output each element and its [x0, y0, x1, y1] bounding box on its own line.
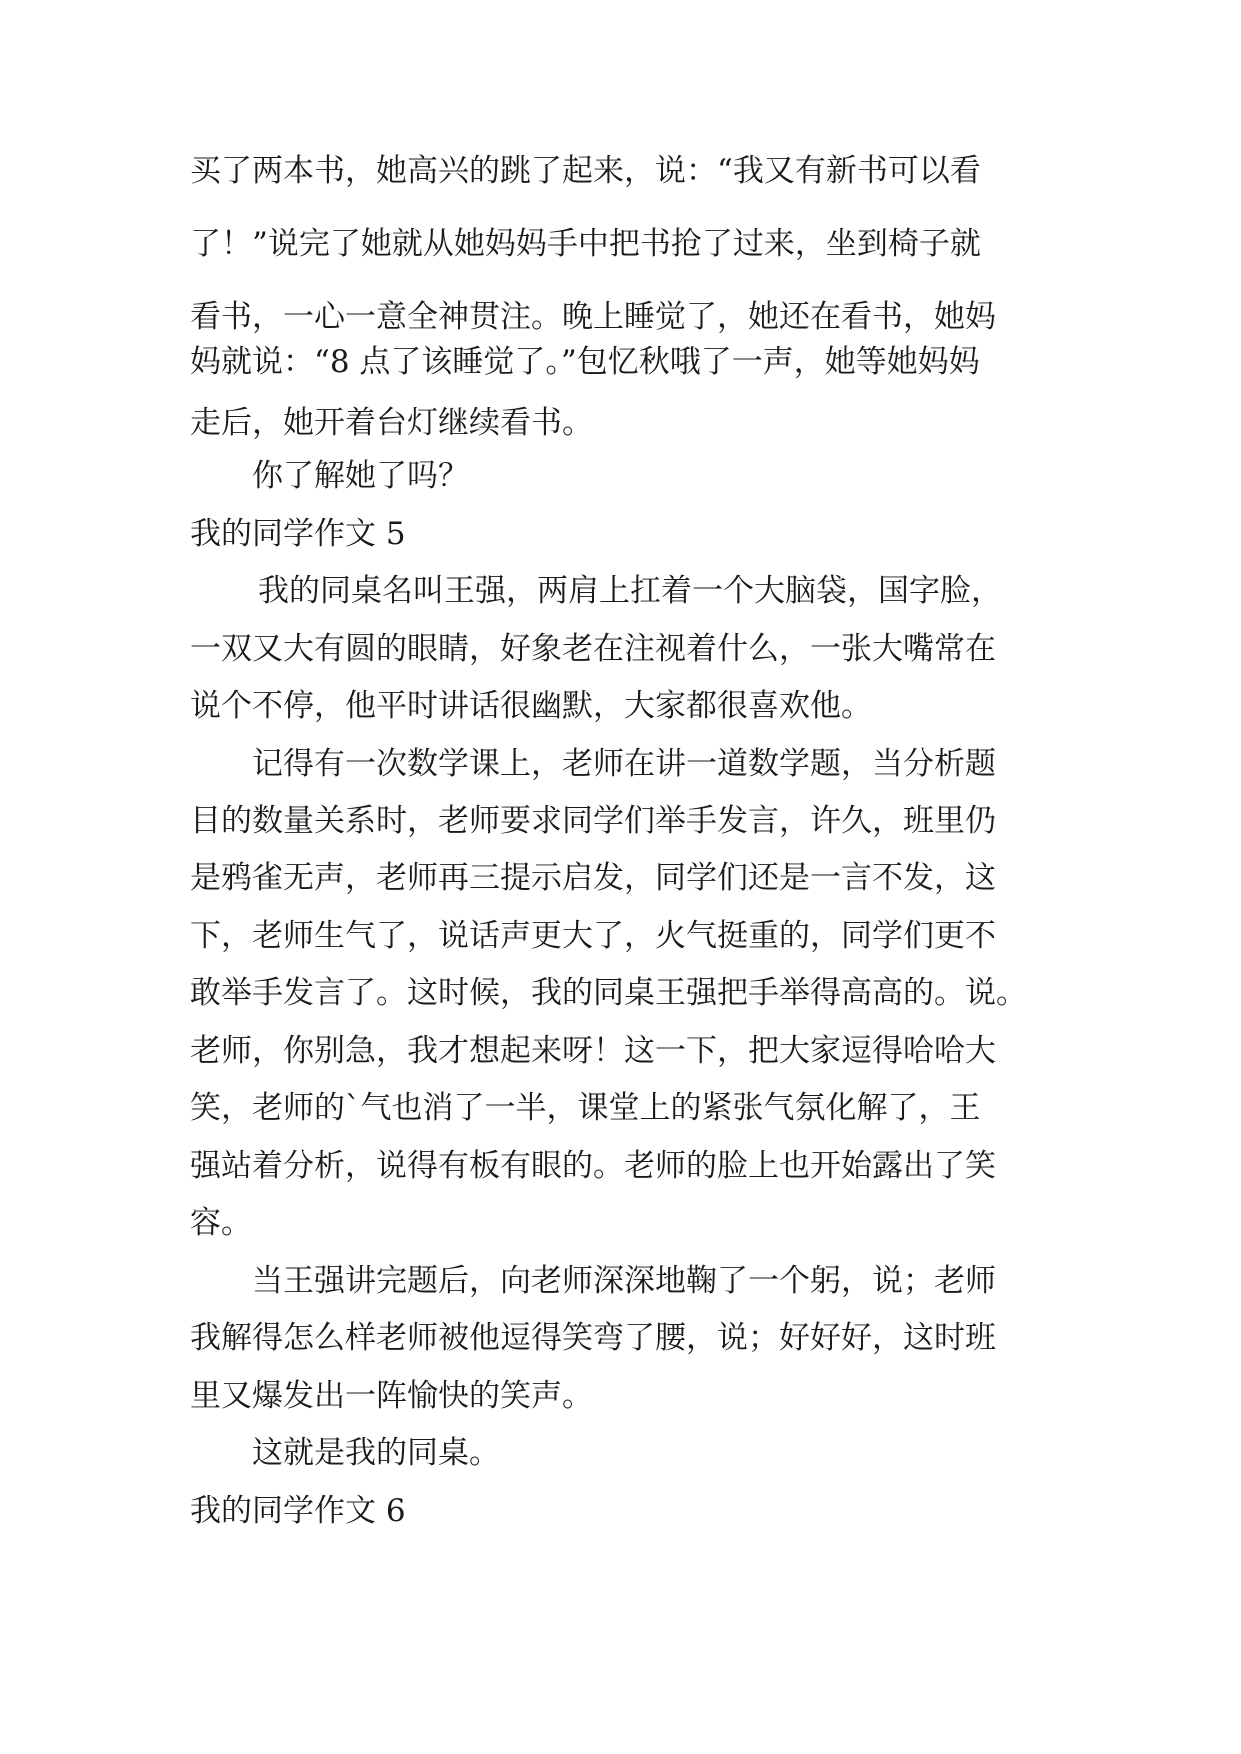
text-line: 里又爆发出一阵愉快的笑声。 [190, 1378, 593, 1414]
text-line: 笑，老师的`气也消了一半，课堂上的紧张气氛化解了，王 [190, 1090, 981, 1126]
paragraph-line: 这就是我的同桌。 [252, 1435, 500, 1471]
text-line: 走后，她开着台灯继续看书。 [190, 405, 593, 441]
text-line: 容。 [190, 1205, 252, 1241]
text-line: 说个不停，他平时讲话很幽默，大家都很喜欢他。 [190, 688, 872, 724]
text-line: 了！”说完了她就从她妈妈手中把书抢了过来，坐到椅子就 [190, 226, 981, 262]
text-line: 目的数量关系时，老师要求同学们举手发言，许久，班里仍 [190, 803, 996, 839]
paragraph-line: 记得有一次数学课上，老师在讲一道数学题，当分析题 [252, 746, 996, 782]
text-line: 下，老师生气了，说话声更大了，火气挺重的，同学们更不 [190, 918, 996, 954]
text-line: 买了两本书，她高兴的跳了起来，说：“我又有新书可以看 [190, 153, 981, 189]
paragraph-line: 你了解她了吗？ [252, 458, 469, 494]
section-heading: 我的同学作文 6 [190, 1493, 406, 1529]
text-line: 妈就说：“8 点了该睡觉了。”包忆秋哦了一声，她等她妈妈 [190, 344, 980, 380]
text-line: 强站着分析，说得有板有眼的。老师的脸上也开始露出了笑 [190, 1148, 996, 1184]
paragraph-line: 我的同桌名叫王强，两肩上扛着一个大脑袋，国字脸， [258, 573, 1002, 609]
text-line: 我解得怎么样老师被他逗得笑弯了腰，说；好好好，这时班 [190, 1320, 996, 1356]
text-line: 看书，一心一意全神贯注。晚上睡觉了，她还在看书，她妈 [190, 299, 996, 335]
paragraph-line: 当王强讲完题后，向老师深深地鞠了一个躬，说；老师 [252, 1263, 996, 1299]
text-line: 是鸦雀无声，老师再三提示启发，同学们还是一言不发，这 [190, 860, 996, 896]
text-line: 敢举手发言了。这时候，我的同桌王强把手举得高高的。说。 [190, 975, 1027, 1011]
text-line: 一双又大有圆的眼睛，好象老在注视着什么，一张大嘴常在 [190, 631, 996, 667]
text-line: 老师，你别急，我才想起来呀！这一下，把大家逗得哈哈大 [190, 1033, 996, 1069]
section-heading: 我的同学作文 5 [190, 516, 406, 552]
